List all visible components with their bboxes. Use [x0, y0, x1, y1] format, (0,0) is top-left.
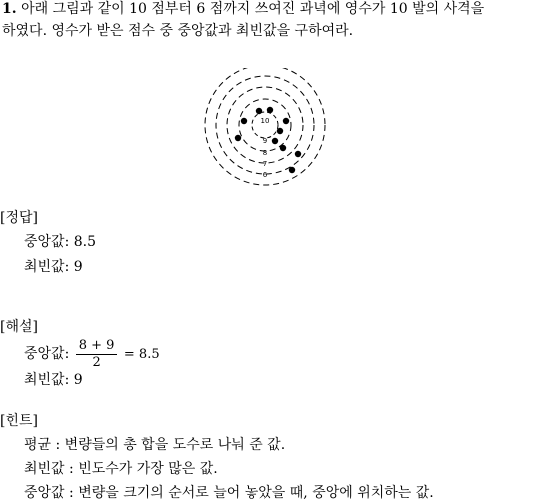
bullet-hole — [267, 107, 273, 113]
bullet-hole — [277, 128, 283, 134]
explanation-mode: 최빈값: 9 — [24, 372, 83, 388]
question-text-1: 아래 그림과 같이 10 점부터 6 점까지 쓰여진 과녁에 영수가 10 발의 사격을 — [21, 1, 485, 17]
ring-labels — [261, 117, 270, 179]
ring-label-6: 6 — [262, 171, 268, 179]
hint-median: 중앙값 : 변량을 크기의 순서로 늘어 놓았을 때, 중앙에 위치하는 값. — [24, 485, 434, 501]
bullet-hole — [241, 118, 247, 124]
bullet-hole — [256, 108, 262, 114]
question-line-1 — [2, 0, 484, 18]
ring-label-9: 9 — [262, 137, 268, 145]
answer-median: 중앙값: 8.5 — [24, 234, 97, 250]
explanation-median — [24, 336, 160, 373]
median-fraction — [76, 338, 118, 371]
target-figure — [200, 68, 330, 186]
ring-label-10: 10 — [260, 117, 270, 125]
hint-header: [힌트] — [0, 413, 38, 429]
fraction-denominator: 2 — [92, 354, 101, 370]
question-number: 1. — [2, 1, 17, 17]
bullet-hole — [280, 145, 286, 151]
ring-10 — [252, 112, 278, 138]
explanation-header: [해설] — [0, 319, 38, 335]
hint-mean: 평균 : 변량들의 총 합을 도수로 나눠 준 값. — [24, 437, 286, 453]
bullet-hole — [295, 151, 301, 157]
bullet-hole — [283, 118, 289, 124]
bullet-hole — [235, 135, 241, 141]
ring-label-8: 8 — [262, 149, 268, 157]
median-result: = 8.5 — [123, 347, 160, 362]
explanation-median-label: 중앙값: — [24, 346, 70, 362]
question-line-2: 하였다. 영수가 받은 점수 중 중앙값과 최빈값을 구하여라. — [2, 23, 354, 39]
answer-mode: 최빈값: 9 — [24, 259, 83, 275]
hint-mode: 최빈값 : 빈도수가 가장 많은 값. — [24, 461, 218, 477]
answer-header: [정답] — [0, 210, 38, 226]
bullet-hole — [289, 167, 295, 173]
fraction-numerator: 8 + 9 — [76, 338, 118, 355]
ring-label-7: 7 — [262, 160, 268, 168]
bullet-hole — [272, 138, 278, 144]
